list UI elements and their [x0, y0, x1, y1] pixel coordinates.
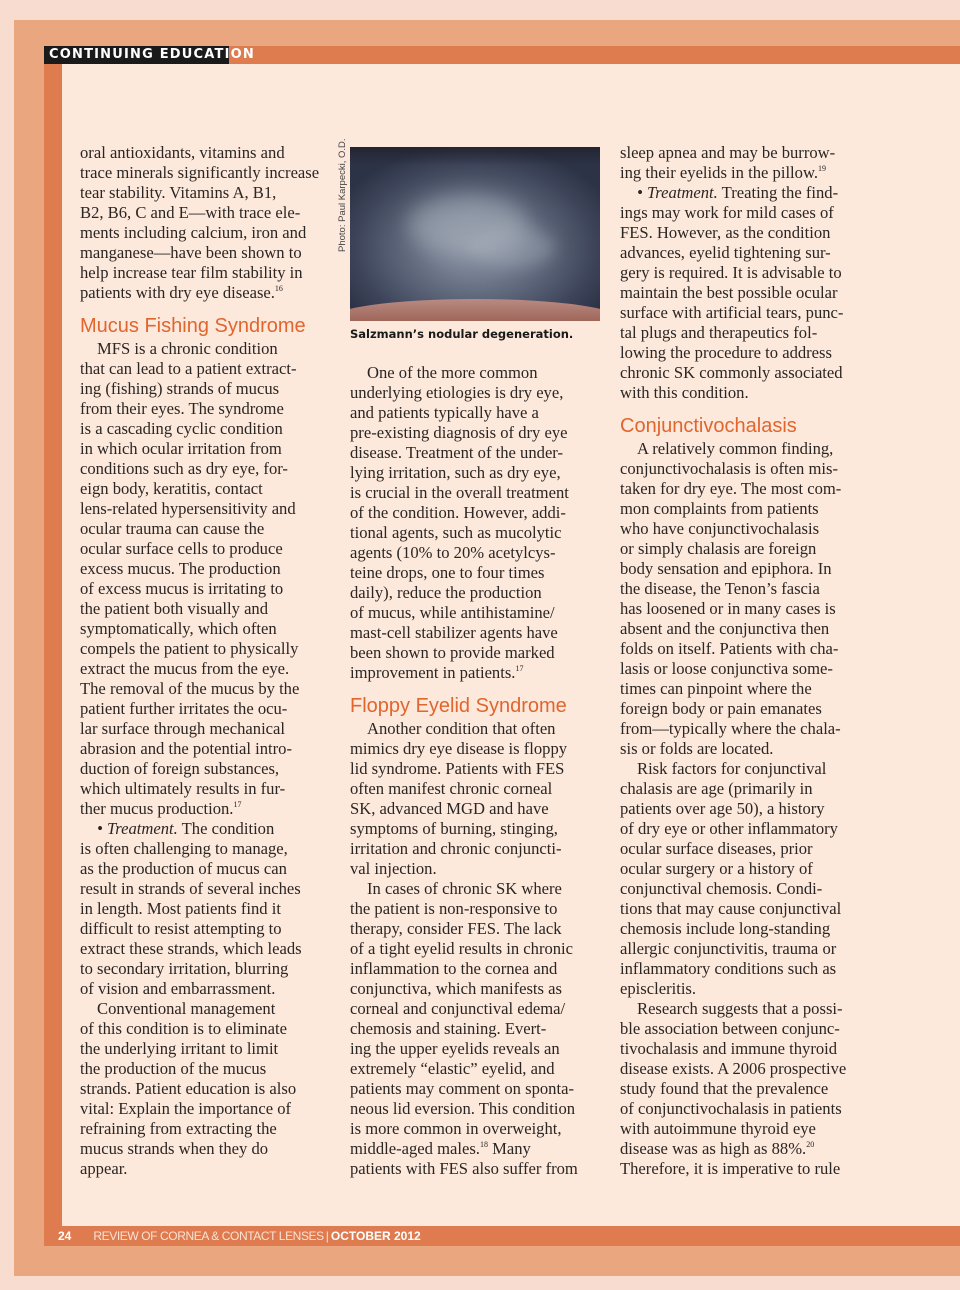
section-label: CONTINUING EDUCATION — [44, 46, 229, 64]
paragraph-mfs-intro: MFS is a chronic condition that can lead to a patient extract- ing (fishing) strands of mucus from their eyes. The syndrome is a cascading cyclic condition in which ocular irritation from conditions such as dry eye, for- eign body, keratitis, contact lens-related hypersensitivity and ocular trauma can cause the ocular surface cells to produce excess mucus. The production of excess mucus is irritating to the patient both visually and symptomatically, which often compels the patient to physically extract the mucus from the eye. The removal of the mucus by the patient further irritates the ocu- lar surface through mechanical abrasion and the potential intro- duction of foreign substances, which ultimately results in fur- ther mucus production.$^{17}$ — [80, 339, 300, 818]
heading-mucus-fishing-syndrome: Mucus Fishing Syndrome — [80, 315, 306, 337]
column-1 — [80, 143, 332, 1179]
figure-caption: Salzmann’s nodular degeneration. — [350, 327, 574, 341]
paragraph-cc-research: Research suggests that a possi- ble association between conjunc- tivochalasis and immune thyroid disease exists. A 2006 prospective study found that the prevalence of conjunctivochalasis in patients with autoimmune thyroid eye disease was as high as 88%.$^{20}$ Therefore, it is imperative to rule — [620, 999, 847, 1178]
paragraph-fes-sleep-apnea: sleep apnea and may be burrow- ing their eyelids in the pillow.$^{19}$ — [620, 143, 836, 182]
paragraph-mfs-etiologies: One of the more common underlying etiologies is dry eye, and patients typically have a pre-existing diagnosis of dry eye disease. Treatment of the under- lying irritation, such as dry eye, is crucial in the overall treatment of the condition. However, addi- tional agents, such as mucolytic agents (10% to 20% acetylcys- teine drops, one to four times daily), reduce the production of mucus, while antihistamine/ mast-cell stabilizer agents have been shown to provide marked improvement in patients.$^{17}$ — [350, 363, 569, 682]
reference-16: 16 — [274, 284, 283, 293]
column-2 — [350, 363, 602, 1179]
paragraph-fes-chronic-sk: In cases of chronic SK where the patient is non-responsive to therapy, consider FES. The lack of a tight eyelid results in chronic inflammation to the cornea and conjunctiva, which manifests as corneal and conjunctival edema/ chemosis and staining. Evert- ing the upper eyelids reveals an extremely “elastic” eyelid, and patients may comment on sponta- neous lid eversion. This condition is more common in overweight, middle-aged males.$^{18}$ Many patients with FES also suffer from — [350, 879, 578, 1178]
reference-17: 17 — [233, 800, 242, 809]
reference-18: 18 — [479, 1140, 488, 1149]
heading-floppy-eyelid-syndrome: Floppy Eyelid Syndrome — [350, 695, 567, 717]
issue-date: OCTOBER 2012 — [330, 1229, 421, 1243]
reference-20: 20 — [806, 1140, 815, 1149]
reference-17: 17 — [515, 664, 524, 673]
footer-separator: | — [325, 1229, 329, 1243]
heading-conjunctivochalasis: Conjunctivochalasis — [620, 415, 797, 437]
treatment-label: • Treatment. — [637, 183, 718, 202]
publication-name: REVIEW OF CORNEA & CONTACT LENSES — [93, 1229, 324, 1243]
paragraph-fes-treatment: • Treatment. Treating the find- ings may work for mild cases of FES. However, as the condition advances, eyelid tightening sur- gery is required. It is advisable to maintain the best possible ocular surface with artificial tears, punc- tal plugs and therapeutics fol- lowing the procedure to address chronic SK commonly associated with this condition. — [620, 183, 844, 402]
figure-photo-salzmann — [350, 147, 600, 321]
paragraph-mfs-treatment: • Treatment. The condition is often challenging to manage, as the production of mucus can result in strands of several inches in length. Most patients find it difficult to resist attempting to extract these strands, which leads to secondary irritation, blurring of vision and embarrassment. — [80, 819, 302, 998]
paragraph-mfs-management: Conventional management of this condition is to eliminate the underlying irritant to limit the production of the mucus strands. Patient education is also vital: Explain the importance of refraining from extracting the mucus strands when they do appear. — [80, 999, 297, 1178]
paragraph-fes-intro: Another condition that often mimics dry eye disease is floppy lid syndrome. Patients with FES often manifest chronic corneal SK, advanced MGD and have symptoms of burning, stinging, irritation and chronic conjuncti- val injection. — [350, 719, 568, 878]
page-footer — [58, 1226, 421, 1246]
page-number: 24 — [58, 1229, 72, 1243]
column-3 — [620, 143, 876, 1179]
reference-19: 19 — [818, 164, 827, 173]
paragraph-cc-risk-factors: Risk factors for conjunctival chalasis are age (primarily in patients over age 50), a history of dry eye or other inflammatory ocular surface diseases, prior ocular surgery or a history of conjunctival chemosis. Condi- tions that may cause conjunctival chemosis include long-standing allergic conjunctivitis, trauma or inflammatory conditions such as episcleritis. — [620, 759, 842, 998]
paragraph-cc-intro: A relatively common finding, conjunctivochalasis is often mis- taken for dry eye. The most com- mon complaints from patients who have conjunctivochalasis or simply chalasis are foreign body sensation and epiphora. In the disease, the Tenon’s fascia has loosened or in many cases is absent and the conjunctiva then folds on itself. Patients with cha- lasis or loose conjunctiva some- times can pinpoint where the foreign body or pain emanates from—typically where the chala- sis or folds are located. — [620, 439, 842, 758]
paragraph-antioxidants: oral antioxidants, vitamins and trace minerals significantly increase tear stability. Vitamins A, B1, B2, B6, C and E—with trace ele- ments including calcium, iron and manganese—have been shown to help increase tear film stability in patients with dry eye disease.$^{16}$ — [80, 143, 320, 302]
treatment-label: • Treatment. — [97, 819, 178, 838]
